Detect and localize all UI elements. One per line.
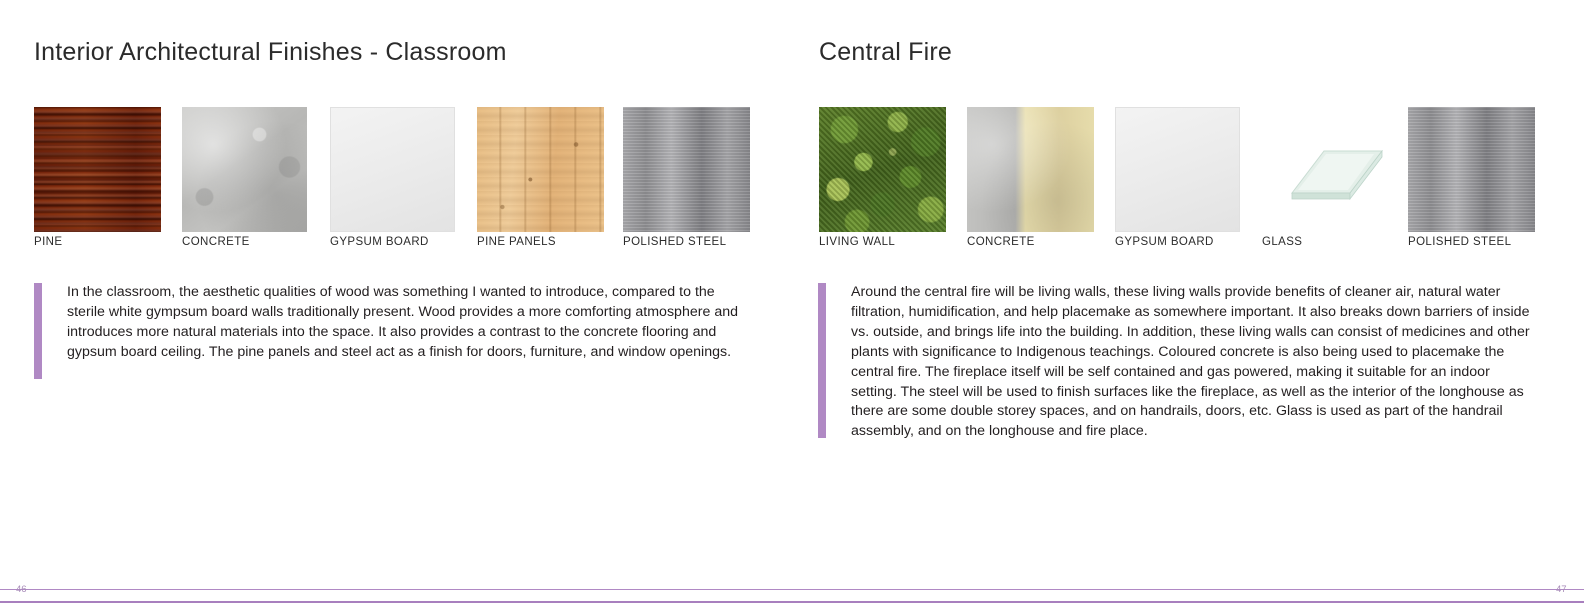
accent-bar-right bbox=[818, 283, 826, 438]
swatch-image-polished-steel-right bbox=[1408, 107, 1535, 232]
page-left: Interior Architectural Finishes - Classroom PINE CONCRETE GYPSUM BOARD PINE PANELS POLISHED STEEL In the classroom, the aesthetic qualities of wood was something I wanted to introduce, compared to the sterile white gympsum board walls traditionally present. Wood provides a more comforting atmosphere and introduces more natural materials into the space. It also provides a contrast to the concrete flooring and gypsum board ceiling. The pine panels and steel act as a finish for doors, furniture, and window openings. bbox=[0, 0, 792, 612]
page-number-right: 47 bbox=[1556, 584, 1567, 595]
swatch-image-pine bbox=[34, 107, 161, 232]
swatch-image-coloured-concrete bbox=[967, 107, 1094, 232]
description-text-right: Around the central fire will be living walls, these living walls provide benefits of cleaner air, natural water filtration, humidification, and help placemake as somewhere important. It also breaks down barriers of inside vs. outside, and brings life into the building. In addition, these living walls can consist of medicines and other plants with significance to Indigenous teachings. Coloured concrete is also being used to placemake the central fire. The fireplace itself will be self contained and gas powered, making it suitable for an indoor setting. The steel will be used to finish surfaces like the fireplace, as well as the interior of the longhouse as there are some double storey spaces, and on handrails, doors, etc. Glass is used as part of the handrail assembly, and on the longhouse and fire place. bbox=[851, 284, 1530, 440]
description-text-left: In the classroom, the aesthetic qualities of wood was something I wanted to introduce, compared to the sterile white gympsum board walls traditionally present. Wood provides a more comforting atmosphere and introduces more natural materials into the space. It also provides a contrast to the concrete flooring and gypsum board ceiling. The pine panels and steel act as a finish for doors, furniture, and window openings. bbox=[67, 284, 739, 360]
swatch-image-pine-panels bbox=[477, 107, 604, 232]
footer-rule-bottom bbox=[0, 601, 1584, 603]
swatch-image-glass bbox=[1262, 107, 1389, 232]
page-number-left: 46 bbox=[16, 584, 27, 595]
accent-bar-left bbox=[34, 283, 42, 379]
swatch-image-gypsum-board-right bbox=[1115, 107, 1240, 232]
description-block-right bbox=[818, 283, 1536, 442]
footer-rule-top bbox=[0, 589, 1584, 590]
swatch-image-gypsum-board bbox=[330, 107, 455, 232]
swatch-image-concrete bbox=[182, 107, 307, 232]
page-title-left: Interior Architectural Finishes - Classroom bbox=[34, 38, 507, 66]
swatch-image-polished-steel bbox=[623, 107, 750, 232]
description-block-left bbox=[34, 283, 746, 379]
glass-pane-icon bbox=[1262, 107, 1389, 232]
swatch-image-living-wall bbox=[819, 107, 946, 232]
page-right: Central Fire LIVING WALL CONCRETE GYPSUM BOARD GLASS POLISHED STEEL Around the central fire will be living walls, these living walls provide benefits of cleaner air, natural water filtration, humidification, and help placemake as somewhere important. It also breaks down barriers of inside vs. outside, and brings life into the building. In addition, these living walls can consist of medicines and other plants with significance to Indigenous teachings. Coloured concrete is also being used to placemake the central fire. The fireplace itself will be self contained and gas powered, making it suitable for an indoor setting. The steel will be used to finish surfaces like the fireplace, as well as the interior of the longhouse as there are some double storey spaces, and on handrails, doors, etc. Glass is used as part of the handrail assembly, and on the longhouse and fire place. bbox=[792, 0, 1584, 612]
page-title-right: Central Fire bbox=[819, 38, 952, 66]
